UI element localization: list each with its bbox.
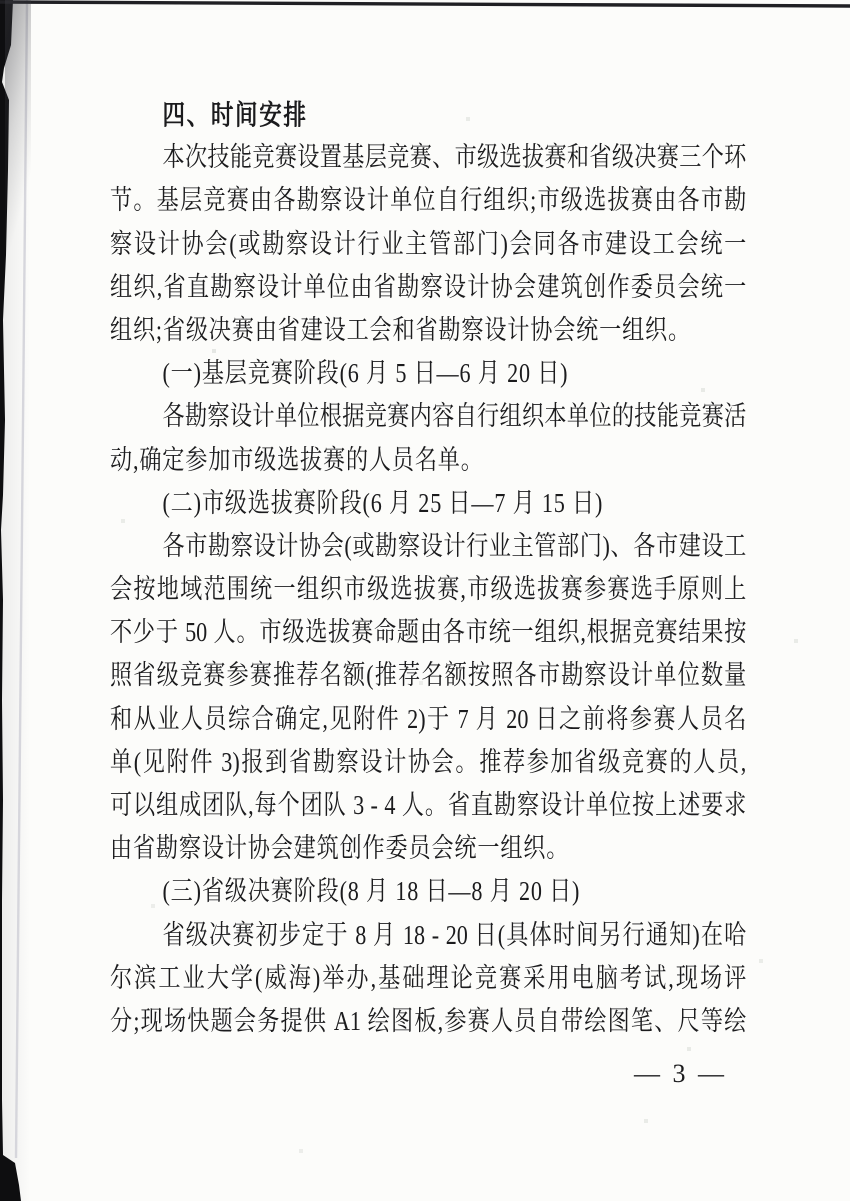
body-text-line: 可以组成团队,每个团队 3 - 4 人。省直勘察设计单位按上述要求 (110, 790, 747, 820)
body-text-line: 单(见附件 3)报到省勘察设计协会。推荐参加省级竞赛的人员, (110, 746, 747, 777)
page-number: — 3 — (634, 1059, 727, 1088)
body-text-line: 会按地域范围统一组织市级选拔赛,市级选拔赛参赛选手原则上 (110, 574, 747, 605)
body-text-line: 分;现场快题会务提供 A1 绘图板,参赛人员自带绘图笔、尺等绘 (110, 1005, 747, 1036)
body-text-line: 各市勘察设计协会(或勘察设计行业主管部门)、各市建设工 (162, 530, 747, 561)
body-text-line: 尔滨工业大学(威海)举办,基础理论竞赛采用电脑考试,现场评 (110, 962, 747, 993)
body-text-line: 省级决赛初步定于 8 月 18 - 20 日(具体时间另行通知)在哈 (162, 919, 747, 950)
stage-heading: (二)市级选拔赛阶段(6 月 25 日—7 月 15 日) (162, 487, 604, 518)
top-scan-line (0, 2, 850, 6)
scan-noise-speckles (0, 0, 2, 2)
body-text-line: 不少于 50 人。市级选拔赛命题由各市统一组织,根据竞赛结果按 (110, 617, 747, 648)
stage-heading: (一)基层竞赛阶段(6 月 5 日—6 月 20 日) (162, 358, 569, 389)
body-text-line: 各勘察设计单位根据竞赛内容自行组织本单位的技能竞赛活 (162, 401, 747, 432)
body-text-line: 照省级竞赛参赛推荐名额(推荐名额按照各市勘察设计单位数量 (110, 660, 747, 691)
body-text-line: 和从业人员综合确定,见附件 2)于 7 月 20 日之前将参赛人员名 (110, 703, 747, 734)
body-text-line: 由省勘察设计协会建筑创作委员会统一组织。 (110, 833, 570, 864)
body-text-line: 组织,省直勘察设计单位由省勘察设计协会建筑创作委员会统一 (110, 271, 747, 302)
body-text-line: 动,确定参加市级选拔赛的人员名单。 (110, 444, 484, 475)
stage-heading: (三)省级决赛阶段(8 月 18 日—8 月 20 日) (162, 876, 581, 907)
document-heading: 四、时间安排 (162, 99, 308, 130)
text-block (110, 93, 746, 1043)
scan-edge-smudge (5, 0, 31, 250)
body-text-line: 察设计协会(或勘察设计行业主管部门)会同各市建设工会统一 (110, 228, 747, 259)
body-text-line: 节。基层竞赛由各勘察设计单位自行组织;市级选拔赛由各市勘 (110, 185, 747, 216)
body-text-line: 本次技能竞赛设置基层竞赛、市级选拔赛和省级决赛三个环 (162, 142, 747, 173)
body-text-line: 组织;省级决赛由省建设工会和省勘察设计协会统一组织。 (110, 314, 691, 345)
